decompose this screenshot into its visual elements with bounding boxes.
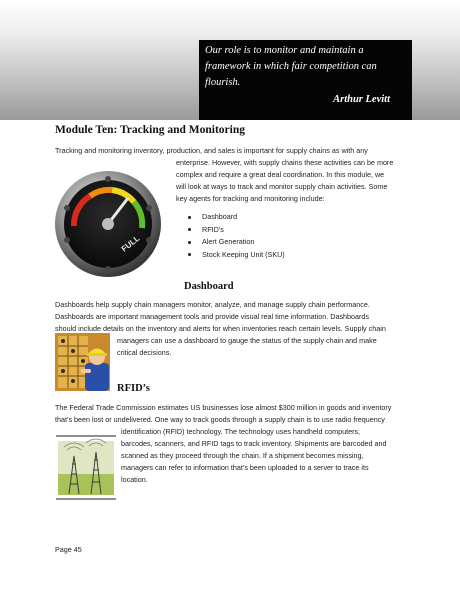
agents-list: [188, 211, 285, 261]
quote-author: Arthur Levitt: [333, 94, 390, 105]
dashboard-line: Dashboards help supply chain managers monitor, analyze, and manage supply chain performance.: [55, 300, 370, 309]
list-item: RFID’s: [188, 224, 285, 237]
list-item: Stock Keeping Unit (SKU): [188, 249, 285, 262]
quote-line: Our role is to monitor and maintain a: [205, 45, 364, 56]
dashboard-line: Dashboards are important management tools and provide visual real time information. Dashboards: [55, 312, 370, 321]
rfid-line: The Federal Trade Commission estimates US businesses lose almost $300 million in goods and inventory: [55, 403, 392, 412]
radio-towers-image: [55, 434, 117, 501]
dashboard-line: critical decisions.: [117, 348, 172, 357]
list-item: Dashboard: [188, 211, 285, 224]
quote-text: [205, 43, 405, 91]
worker-control-panel-image: [55, 333, 110, 391]
intro-line: complex and require a great deal coordination. In this module, we: [176, 170, 385, 179]
rfid-line: that’s been lost or undelivered. One way to track goods through a supply chain is to use radio frequency: [55, 415, 385, 424]
quote-box: [199, 40, 412, 120]
intro-line: key agents for tracking and monitoring include:: [176, 194, 325, 203]
quote-line: framework in which fair competition can: [205, 61, 377, 72]
intro-line: will look at ways to track and monitor supply chain activities. Some: [176, 182, 388, 191]
list-item: Alert Generation: [188, 236, 285, 249]
dashboard-heading: Dashboard: [184, 281, 234, 292]
rfid-line: location.: [121, 475, 148, 484]
page-number: Page 45: [55, 545, 82, 554]
rfid-line: managers can refer to information that’s been uploaded to a server to trace its: [121, 463, 369, 472]
fuel-gauge-image: [52, 168, 164, 280]
quote-line: flourish.: [205, 77, 241, 88]
rfid-line: identification (RFID) technology. The technology uses handheld computers,: [121, 427, 361, 436]
intro-line: enterprise. However, with supply chains these activities can be more: [176, 158, 394, 167]
page-title: Module Ten: Tracking and Monitoring: [55, 124, 245, 136]
gauge-label: FULL: [119, 233, 142, 254]
rfid-line: scanned as they proceed through the chain. If a shipment becomes missing,: [121, 451, 364, 460]
dashboard-line: should include details on the inventory and alerts for when inventories reach certain levels. Supply chain: [55, 324, 386, 333]
rfid-heading: RFID’s: [117, 383, 150, 394]
dashboard-line: managers can use a dashboard to gauge the status of the supply chain and make: [117, 336, 377, 345]
intro-line: Tracking and monitoring inventory, production, and sales is important for supply chains as with any: [55, 146, 368, 155]
rfid-line: barcodes, scanners, and RFID tags to track inventory. Shipments are barcoded and: [121, 439, 387, 448]
